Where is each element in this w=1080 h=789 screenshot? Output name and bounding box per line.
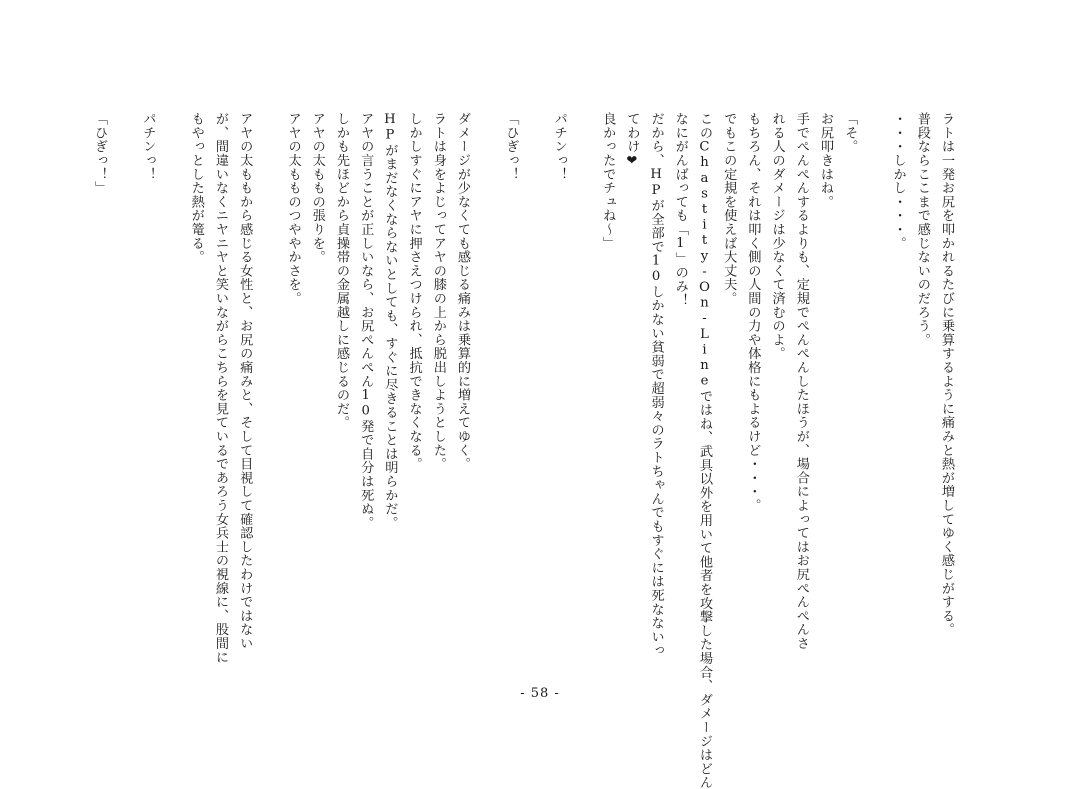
blank-line bbox=[159, 112, 183, 672]
text-line: お尻叩きはね。 bbox=[818, 112, 833, 209]
blank-line bbox=[861, 112, 885, 672]
text-line: ラトは一発お尻を叩かれるたびに乗算するように痛みと熱が増してゆく感じがする。 bbox=[939, 112, 954, 637]
text-line: しかしすぐにアヤに押さえつけられ、抵抗できなくなる。 bbox=[406, 112, 422, 471]
text-line: ダメージが少なくても感じる痛みは乗算的に増えてゆく。 bbox=[455, 112, 470, 471]
page-number: - 58 - bbox=[520, 686, 560, 701]
blank-line bbox=[256, 112, 280, 672]
text-line: ・・・しかし・・・。 bbox=[890, 112, 906, 250]
text-line: もやっとした熱が篭る。 bbox=[188, 112, 204, 264]
text-line: 「ひぎっ！」 bbox=[92, 112, 107, 195]
text-line: アヤの言うことが正しいなら、お尻ぺんぺん10発で自分は死ぬ。 bbox=[358, 112, 374, 530]
text-line: 普段ならここまで感じないのだろう。 bbox=[914, 112, 930, 347]
text-line: アヤの太ももから感じる女性と、お尻の痛みと、そして目視して確認したわけではない bbox=[237, 112, 253, 651]
text-line: このChastity-On-Lineではね、武具以外を用いて他者を攻撃した場合、ダメージはどん bbox=[696, 112, 712, 789]
text-line: なにがんばっても「1」のみ！ bbox=[672, 112, 688, 307]
blank-line bbox=[474, 112, 498, 672]
text-line: アヤの太もものつややかさを。 bbox=[285, 112, 301, 306]
text-line: パチンっ！ bbox=[140, 112, 156, 181]
text-line: アヤの太ももの張りを。 bbox=[309, 112, 325, 264]
text-line: パチンっ！ bbox=[551, 112, 567, 181]
text-line: が、間違いなくニヤニヤと笑いながらこちらを見ているであろう女兵士の視線に、股間に bbox=[212, 112, 228, 664]
blank-line bbox=[522, 112, 546, 672]
blank-line bbox=[571, 112, 595, 672]
text-line: でもこの定規を使えば大丈夫。 bbox=[721, 112, 737, 306]
text-line: 手でぺんぺんするよりも、定規でぺんぺんしたほうが、場合によってはお尻ぺんぺんさ bbox=[793, 112, 809, 651]
text-line: 「そ。 bbox=[842, 112, 858, 154]
text-line: 「ひぎっ！ bbox=[503, 112, 519, 181]
text-line: だから、HPが全部で10しかない貧弱で超弱々のラトちゃんでもすぐには死なないっ bbox=[648, 112, 664, 658]
text-line: 良かったでチュね～」 bbox=[600, 112, 616, 250]
text-line: しかも先ほどから貞操帯の金属越しに感じるのだ。 bbox=[333, 112, 349, 430]
text-line: てわけ❤ bbox=[624, 112, 640, 169]
blank-line bbox=[111, 112, 135, 672]
text-line: もちろん、それは叩く側の人間の力や体格にもよるけど・・・。 bbox=[745, 112, 761, 513]
text-line: HPがまだなくならないとしても、すぐに尽きることは明らかだ。 bbox=[382, 112, 398, 530]
text-line: れる人のダメージは少なくて済むのよ。 bbox=[769, 112, 785, 361]
text-line: ラトは身をよじってアヤの膝の上から脱出しようとした。 bbox=[430, 112, 446, 471]
